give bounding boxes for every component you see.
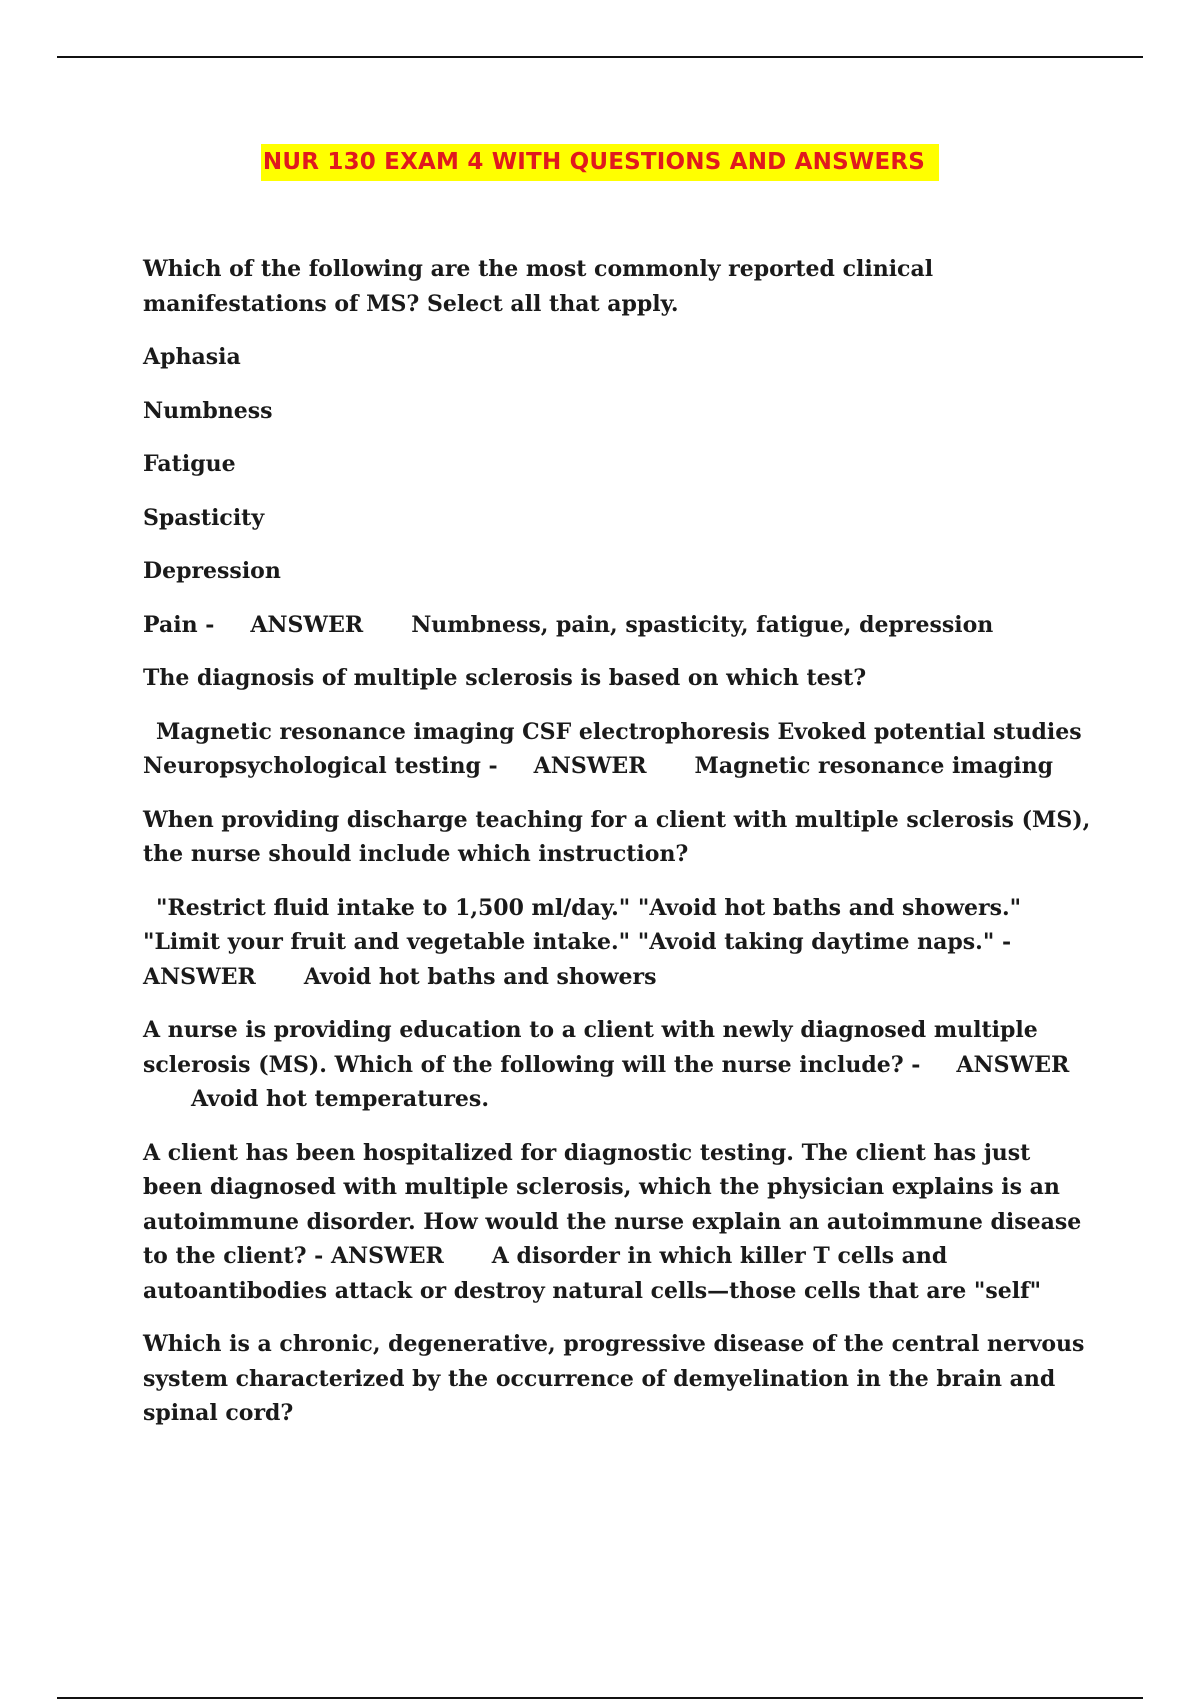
option-spasticity: Spasticity — [143, 504, 265, 531]
document-title: NUR 130 EXAM 4 WITH QUESTIONS AND ANSWERS — [261, 144, 939, 181]
answer-2-line — [143, 715, 1093, 784]
answer-label: ANSWER — [143, 963, 256, 990]
answer-4-line — [143, 1013, 1093, 1117]
question-2-options: Magnetic resonance imaging CSF electrophoresis Evoked potential studies Neuropsychological testing - — [143, 718, 1082, 779]
top-rule — [57, 56, 1143, 58]
option-pain: Pain - — [143, 611, 215, 638]
question-4: A nurse is providing education to a client with newly diagnosed multiple sclerosis (MS). Which of the following will the nurse include? - — [143, 1017, 1038, 1078]
answer-1-line — [143, 608, 1093, 643]
option-depression: Depression — [143, 558, 281, 584]
answer-label: ANSWER — [250, 611, 364, 638]
answer-4: Avoid hot temperatures. — [191, 1086, 489, 1112]
answer-2: Magnetic resonance imaging — [694, 753, 1053, 779]
question-1: Which of the following are the most commonly reported clinical manifestations of MS? Select all that apply. — [143, 256, 934, 317]
question-6: Which is a chronic, degenerative, progressive disease of the central nervous system characterized by the occurrence of demyelination in the brain and spinal cord? — [143, 1331, 1085, 1426]
answer-5: A disorder in which killer T cells and autoantibodies attack or destroy natural cells—those cells that are "self" — [143, 1243, 1042, 1304]
answer-1: Numbness, pain, spasticity, fatigue, depression — [411, 611, 994, 638]
answer-5-line — [143, 1136, 1093, 1309]
answer-3-line — [143, 891, 1093, 995]
question-5: A client has been hospitalized for diagnostic testing. The client has just been diagnosed with multiple sclerosis, which the physician explains is an autoimmune disorder. How would the nurse explain an autoimmune disease to the client? - — [143, 1139, 1082, 1269]
option-fatigue: Fatigue — [143, 451, 236, 477]
question-2: The diagnosis of multiple sclerosis is based on which test? — [143, 665, 867, 691]
document-body — [143, 252, 1093, 1450]
option-numbness: Numbness — [143, 397, 273, 424]
answer-label: ANSWER — [330, 1243, 444, 1269]
title-container — [0, 144, 1200, 181]
bottom-rule — [57, 1697, 1143, 1699]
question-3: When providing discharge teaching for a client with multiple sclerosis (MS), the nurse should include which instruction? — [143, 806, 1091, 867]
answer-3: Avoid hot baths and showers — [303, 963, 657, 990]
question-3-options: "Restrict fluid intake to 1,500 ml/day." "Avoid hot baths and showers." "Limit your fruit and vegetable intake." "Avoid taking daytime naps." - — [143, 894, 1022, 955]
answer-label: ANSWER — [533, 753, 647, 779]
option-aphasia: Aphasia — [143, 344, 241, 370]
answer-label: ANSWER — [956, 1051, 1070, 1078]
